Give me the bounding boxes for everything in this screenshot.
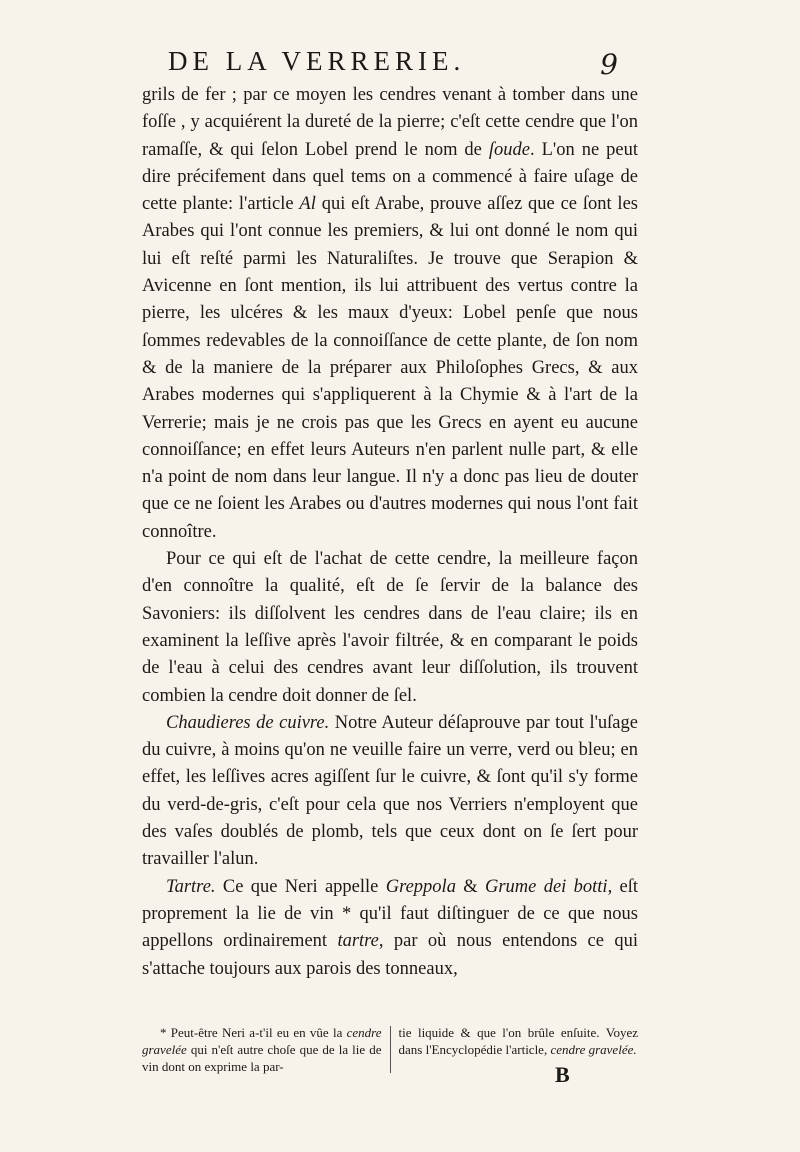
section-heading-inline: Chaudieres de cuivre.	[166, 712, 330, 733]
italic-term: cendre gravelée	[142, 1025, 382, 1057]
italic-term: ſoude	[488, 139, 530, 160]
paragraph-4	[142, 874, 638, 983]
column-divider	[390, 1026, 391, 1073]
text-run: tie liquide & que l'on brûle enſuite. Voyez dans l'Encyclopédie l'article,	[398, 1025, 638, 1057]
running-title: DE LA VERRERIE.	[168, 46, 466, 76]
text-run: qui eſt Arabe, prouve aſſez que ce ſont les Arabes qui l'ont connue les premiers, & lui ont donné le nom qui lui eſt reſté parmi les Naturaliſtes. Je trouve que Serapion & Avicenne en ſont mention, ils lui attribuent des vertus contre la pierre, les ulcéres & les maux d'yeux: Lobel penſe que nous ſommes redevables de la connoiſſance de cette plante, de ſon nom & de la maniere de la préparer aux Philoſophes Grecs, & aux Arabes modernes qui s'appliquerent à la Chymie & à l'art de la Verrerie; mais je ne crois pas que les Grecs en ayent eu aucune connoiſſance; en effet leurs Auteurs n'en parlent nulle part, & elle n'a point de nom dans leur langue. Il n'y a donc pas lieu de douter que ce ne ſoient les Arabes ou d'autres modernes qui nous l'ont fait connoître.	[142, 194, 638, 542]
text-run: * Peut-être Neri a-t'il eu en vûe la	[160, 1025, 347, 1040]
paragraph-1	[142, 82, 638, 546]
text-run: . L'on ne peut dire précifement dans quel tems on a commencé à faire uſage de cette plante: l'article	[142, 139, 638, 215]
italic-term: tartre	[337, 931, 379, 952]
text-run: grils de fer ; par ce moyen les cendres venant à tomber dans une foſſe , y acquiérent la dureté de la pierre; c'eſt cette cendre que l'on ramaſſe, & qui ſelon Lobel prend le nom de	[142, 85, 638, 160]
section-heading-inline: Tartre.	[166, 876, 216, 897]
text-run: , eſt proprement la lie de vin * qu'il faut diſtinguer de ce que nous appellons ordinairement	[142, 876, 639, 952]
text-run: Ce que Neri appelle	[215, 876, 386, 897]
signature-mark: B	[555, 1062, 570, 1087]
italic-term: Al	[299, 194, 316, 215]
italic-term: cendre gravelée.	[550, 1042, 637, 1057]
main-text	[142, 82, 638, 983]
text-run: Notre Auteur déſaprouve par tout l'uſage du cuivre, à moins qu'on ne veuille faire un verre, verd ou bleu; en effet, les leſſives acres agiſſent ſur le cuivre, & ſont qu'il s'y forme du verd-de-gris, c'eſt pour cela que nos Verriers n'employent que des vaſes doublés de plomb, tels que ceux dont on ſe ſert pour travailler l'alun.	[142, 712, 638, 870]
paragraph-3	[142, 710, 638, 874]
text-run: , par où nous entendons ce qui s'attache toujours aux parois des tonneaux,	[142, 931, 638, 979]
text-run: &	[455, 876, 485, 897]
page-number: 9	[600, 48, 618, 81]
running-header	[168, 46, 618, 82]
footnote-right-column	[399, 1024, 639, 1075]
italic-term: Greppola	[385, 876, 456, 897]
paragraph-2: Pour ce qui eſt de l'achat de cette cendre, la meilleure façon d'en connoître la qualité, eſt de ſe ſervir de la balance des Savoniers: ils diſſolvent les cendres dans de l'eau claire; ils en examinent la leſſive après l'avoir filtrée, & en comparant le poids de l'eau à celui des cendres avant leur diſſolution, ils trouvent combien la cendre doit donner de ſel.	[142, 549, 638, 706]
italic-term: Grume dei botti	[485, 876, 608, 897]
text-run: qui n'eſt autre choſe que de la lie de vin dont on exprime la par-	[142, 1042, 382, 1074]
footnote-left-column	[142, 1024, 382, 1075]
